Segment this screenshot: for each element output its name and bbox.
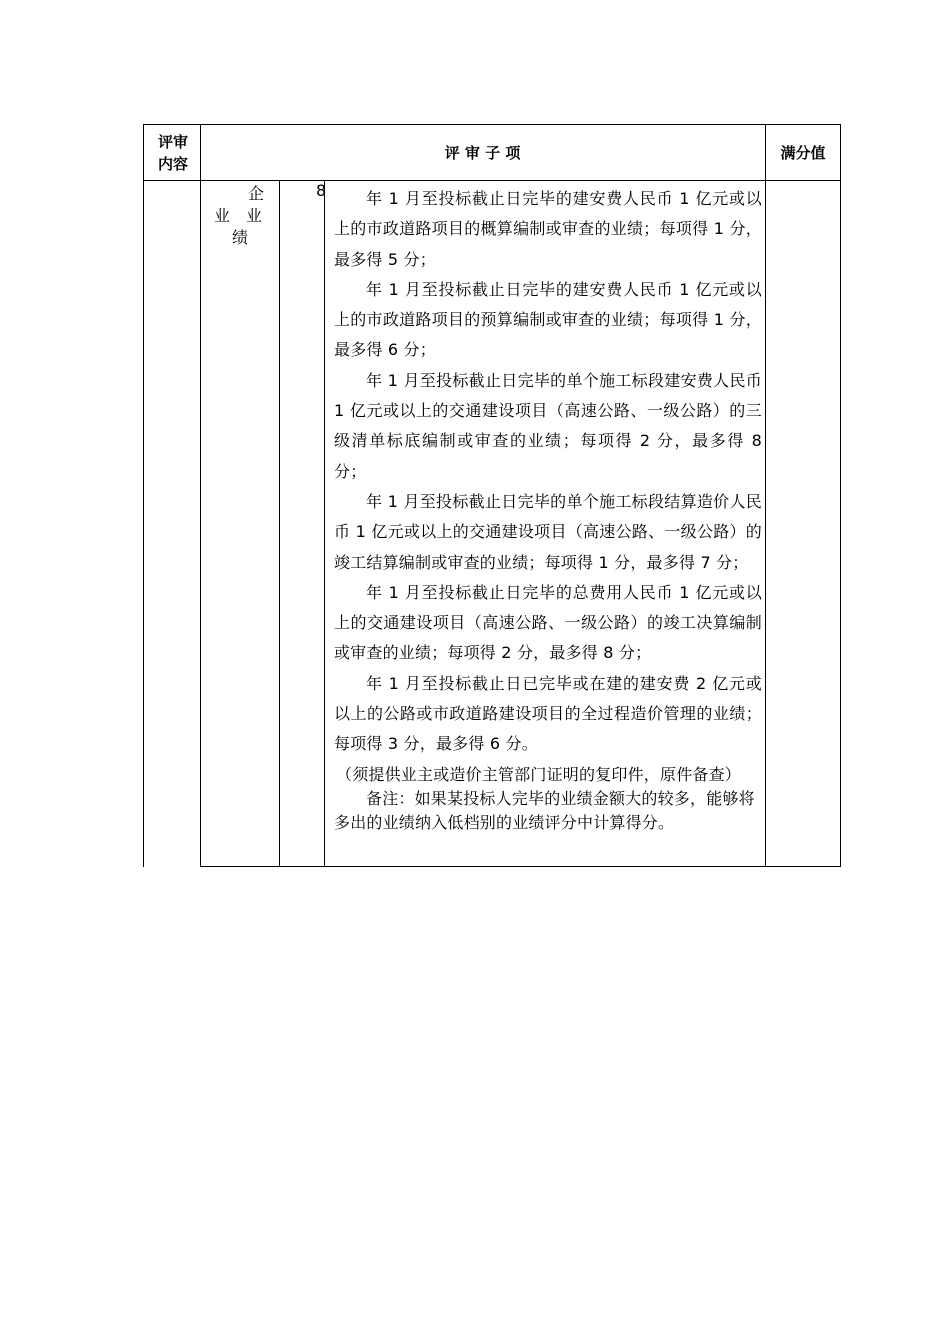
column-divider-1 [200, 124, 201, 867]
category-line3: 绩 [232, 228, 249, 247]
criteria-item: 年 1 月至投标截止日完毕的单个施工标段结算造价人民币 1 亿元或以上的交通建设项目（高速公路、一级公路）的竣工结算编制或审查的业绩；每项得 1 分，最多得 7 分； [334, 491, 762, 572]
column-divider-2 [279, 180, 280, 867]
category-line1: 企 [247, 184, 264, 203]
header-review-content-line2: 内容 [157, 155, 188, 173]
header-max-score: 满分值 [780, 144, 826, 162]
table-border-left [143, 124, 144, 867]
remark-note: 备注：如果某投标人完毕的业绩金额大的较多，能够将多出的业绩纳入低档别的业绩评分中计算得分。 [334, 788, 755, 832]
header-border-bottom [143, 180, 841, 181]
header-review-content [155, 131, 191, 175]
header-review-item: 评 审 子 项 [444, 144, 521, 162]
table-border-bottom [200, 866, 841, 867]
evidence-note: （须提供业主或造价主管部门证明的复印件，原件备查） [336, 764, 742, 784]
criteria-list [334, 184, 762, 835]
table-border-top [143, 124, 841, 125]
column-divider-4 [765, 124, 766, 867]
column-divider-3 [324, 180, 325, 867]
criteria-item: 年 1 月至投标截止日完毕的建安费人民币 1 亿元或以上的市政道路项目的概算编制或审查的业绩；每项得 1 分，最多得 5 分； [334, 189, 762, 269]
table-border-right [840, 124, 841, 867]
sub-score: 8 [316, 181, 327, 200]
category-line2: 业 业 [214, 206, 263, 225]
category-label [204, 183, 276, 249]
criteria-item: 年 1 月至投标截止日完毕的总费用人民币 1 亿元或以上的交通建设项目（高速公路、一级公路）的竣工决算编制或审查的业绩；每项得 2 分，最多得 8 分； [334, 582, 762, 663]
criteria-item: 年 1 月至投标截止日完毕的单个施工标段建安费人民币 1 亿元或以上的交通建设项目（高速公路、一级公路）的三级清单标底编制或审查的业绩；每项得 2 分，最多得 8 分； [334, 370, 762, 481]
criteria-item: 年 1 月至投标截止日已完毕或在建的建安费 2 亿元或以上的公路或市政道路建设项目的全过程造价管理的业绩；每项得 3 分，最多得 6 分。 [334, 673, 762, 754]
header-review-content-line1: 评审 [157, 133, 188, 151]
criteria-item: 年 1 月至投标截止日完毕的建安费人民币 1 亿元或以上的市政道路项目的预算编制或审查的业绩；每项得 1 分，最多得 6 分； [334, 279, 762, 360]
